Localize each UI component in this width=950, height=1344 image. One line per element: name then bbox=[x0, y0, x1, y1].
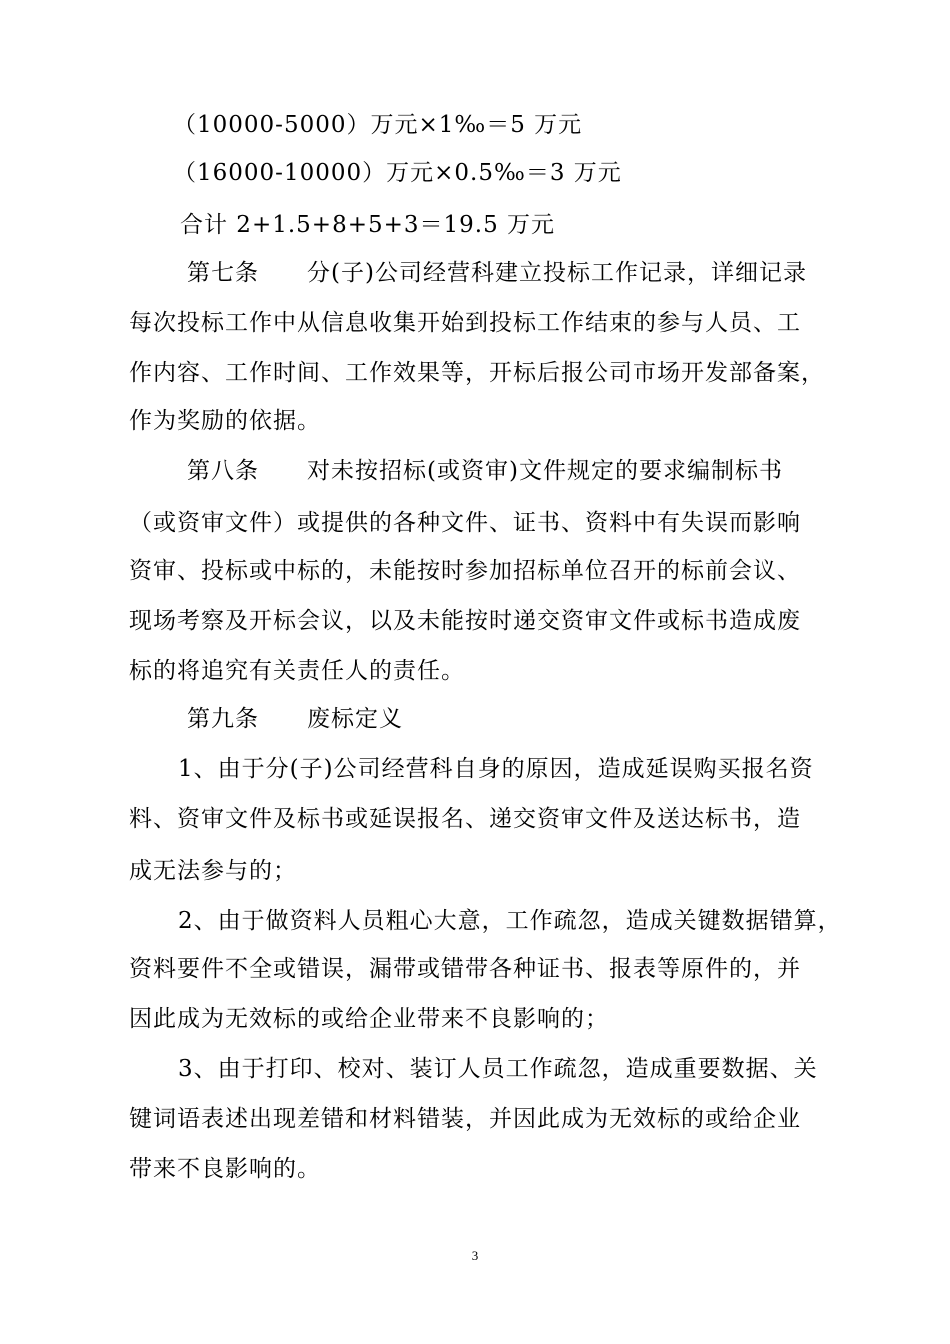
item-1-line-2: 料、资审文件及标书或延误报名、递交资审文件及送达标书，造 bbox=[129, 806, 801, 832]
article-8-line-1: 第八条 对未按招标(或资审)文件规定的要求编制标书 bbox=[187, 458, 783, 484]
article-7-line-1: 第七条 分(子)公司经营科建立投标工作记录，详细记录 bbox=[187, 260, 807, 286]
article-7-line-4: 作为奖励的依据。 bbox=[129, 408, 321, 434]
article-8-line-3: 资审、投标或中标的，未能按时参加招标单位召开的标前会议、 bbox=[129, 558, 801, 584]
page-number: 3 bbox=[471, 1248, 479, 1263]
item-3-line-2: 键词语表述出现差错和材料错装，并因此成为无效标的或给企业 bbox=[129, 1106, 801, 1132]
item-2-line-3: 因此成为无效标的或给企业带来不良影响的； bbox=[129, 1006, 609, 1032]
article-8-line-5: 标的将追究有关责任人的责任。 bbox=[129, 658, 465, 684]
item-1-line-1: 1、由于分(子)公司经营科自身的原因，造成延误购买报名资 bbox=[178, 756, 814, 782]
item-3-line-1: 3、由于打印、校对、装订人员工作疏忽，造成重要数据、关 bbox=[178, 1056, 818, 1082]
item-1-line-3: 成无法参与的； bbox=[129, 858, 297, 884]
item-3-line-3: 带来不良影响的。 bbox=[129, 1156, 321, 1182]
article-7-line-2: 每次投标工作中从信息收集开始到投标工作结束的参与人员、工 bbox=[129, 310, 801, 336]
item-2-line-2: 资料要件不全或错误，漏带或错带各种证书、报表等原件的，并 bbox=[129, 956, 801, 982]
article-9-heading: 第九条 废标定义 bbox=[187, 706, 403, 732]
calc-line-1: （10000-5000）万元×1‰＝5 万元 bbox=[173, 112, 583, 138]
article-8-line-4: 现场考察及开标会议，以及未能按时递交资审文件或标书造成废 bbox=[129, 608, 801, 634]
article-8-line-2: （或资审文件）或提供的各种文件、证书、资料中有失误而影响 bbox=[129, 510, 801, 536]
item-2-line-1: 2、由于做资料人员粗心大意，工作疏忽，造成关键数据错算， bbox=[178, 908, 842, 934]
calc-line-2: （16000-10000）万元×0.5‰＝3 万元 bbox=[173, 160, 622, 186]
calc-total-line: 合计 2+1.5+8+5+3＝19.5 万元 bbox=[180, 212, 556, 238]
article-7-line-3: 作内容、工作时间、工作效果等，开标后报公司市场开发部备案， bbox=[129, 360, 825, 386]
